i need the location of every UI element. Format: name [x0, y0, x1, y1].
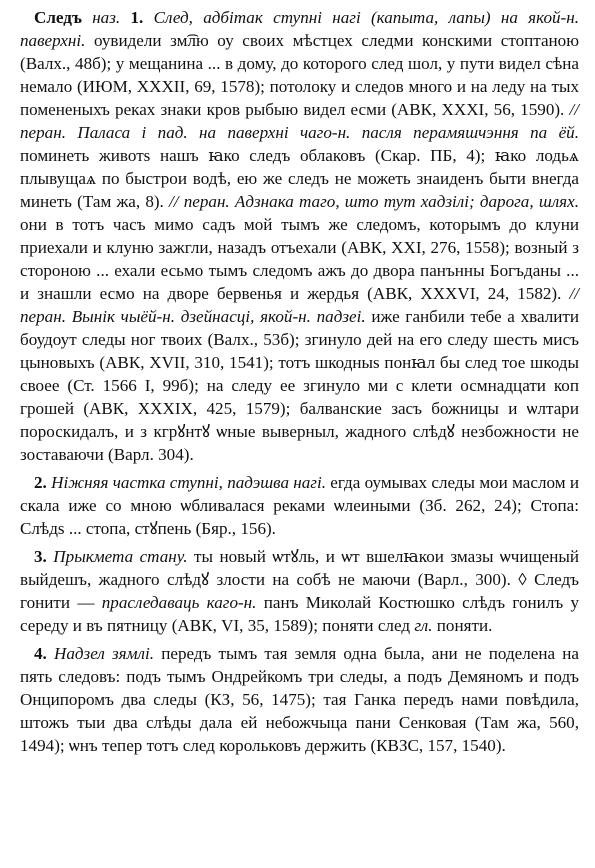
sense-definition: Прыкмета стану. [53, 547, 188, 566]
sense-number: 2. [34, 473, 47, 492]
headword: Следъ [34, 8, 82, 27]
sense-3 [20, 545, 579, 637]
subsense-citations: поминеть животѕ нашъ ꙗко следъ облаковъ (Скар. ПБ, 4); ꙗко лодьѧ плывущаѧ по быстрои водѣ, ею же следъ не можеть знаиденъ быти внегда минеть (Там жа, 8). [20, 146, 579, 211]
sense-number: 4. [34, 644, 47, 663]
subsense-definition: Вынік чыёй-н. дзейнасці, якой-н. падзеі. [71, 307, 366, 326]
subsense-definition: Паласа і пад. на паверхні чаго-н. пасля перамяшчэння па ёй. [77, 123, 579, 142]
sense-citations: егда оумывах следы мои маслом и скала иже со мною ѡбливалася реками ѡлеиными (Зб. 262, 24); Стопа: Слѣдѕ ... стопа, стꙋпень (Бяр., 156). [20, 473, 579, 538]
subsense-label: // перан. [20, 284, 579, 326]
subsense-definition: Адзнака таго, што тут хадзілі; дарога, шлях. [234, 192, 579, 211]
sense-1 [20, 6, 579, 466]
sense-citations: передъ тымъ тая земля одна была, ани не поделена на пять следовъ: подъ тымъ Ондрейкомъ три следы, а подъ Демяномъ и подъ Онципоромъ два следы (КЗ, 56, 1475); тая Ганка передъ нами повѣдила, штожъ тыи два слѣды дала ей небожчыца пани Сенковая (Там жа, 560, 1494); ѡнъ тепер тотъ след корольковъ держить (КВЗС, 157, 1540). [20, 644, 579, 755]
subsense-label: // перан. [20, 100, 579, 142]
subsense-citations: иже ганбили тебе а хвалити боудоут следы ног твоих (Валх., 53б); згинуло дей на его следу шесть мисъ цыновыхъ (АВК, XVII, 310, 1541); тотъ шкодныѕ понꙗл бы след тое шкоды своее (Ст. 1566 І, 99б); на следу ее згинуло ми с клети осмнадцати коп грошей (АВК, XXXIX, 425, 1579); балванские засъ божницы и ѡлтари пороскидалъ, и з кгрꙋнтꙋ ѡные выверныл, жадного слѣдꙋ незбожности не зоставаючи (Варл. 304). [20, 307, 580, 464]
phrase-dash: — [77, 593, 95, 612]
part-of-speech: наз. [92, 8, 121, 27]
sense-citations: ты новый ѡтꙋль, и ѡт вшелꙗкои змазы ѡчищеный выйдешъ, жадного слѣдꙋ злости на собѣ не маючи (Варл., 300). [20, 547, 579, 589]
phrase-definition: праследаваць каго-н. [101, 593, 257, 612]
sense-definition: След, адбітак ступні нагі (капыта, лапы) на якой-н. паверхні. [20, 8, 579, 50]
sense-citations: оувидели зм͡лю оу своих мѣстцех следми конскими стоптаною (Валх., 48б); у мещанина ... в дому, до которого след шол, у пути видел сѣна немало (ИЮМ, XXXII, 69, 1578); потолоку и следов много и на леду на тых помененыхъ реках знаки кров рыбыю видел есми (АВК, XXXI, 56, 1590). [20, 31, 579, 119]
subsense-citations: они в тотъ часъ мимо садъ мой тымъ же следомъ, которымъ до клуни приехали и клуню зажгли, назадъ отъехали (АВК, XXI, 276, 1558); возный з стороною ... ехали есьмо тымъ следомъ ажъ до двора панънны Богъданы ... и знашли есмо на дворе бервенья и жердья (АВК, XXXVI, 24, 1582). [20, 215, 579, 303]
phrase-term: Следъ гонити [20, 570, 580, 612]
sense-2 [20, 471, 579, 540]
sense-definition: Ніжняя частка ступні, падэшва нагі. [51, 473, 327, 492]
cross-reference-target: поняти. [436, 616, 493, 635]
cross-reference-label: гл. [414, 616, 433, 635]
sense-definition: Надзел зямлі. [54, 644, 155, 663]
subsense-label: // перан. [169, 192, 230, 211]
sense-4 [20, 642, 579, 757]
sense-number: 3. [34, 547, 47, 566]
phrase-citations: панъ Миколай Костюшко слѣдъ гонилъ у середу и въ пятницу (АВК, VI, 35, 1589); поняти след [20, 593, 580, 635]
phrase-marker: ◊ [518, 570, 527, 589]
sense-number: 1. [130, 8, 144, 27]
